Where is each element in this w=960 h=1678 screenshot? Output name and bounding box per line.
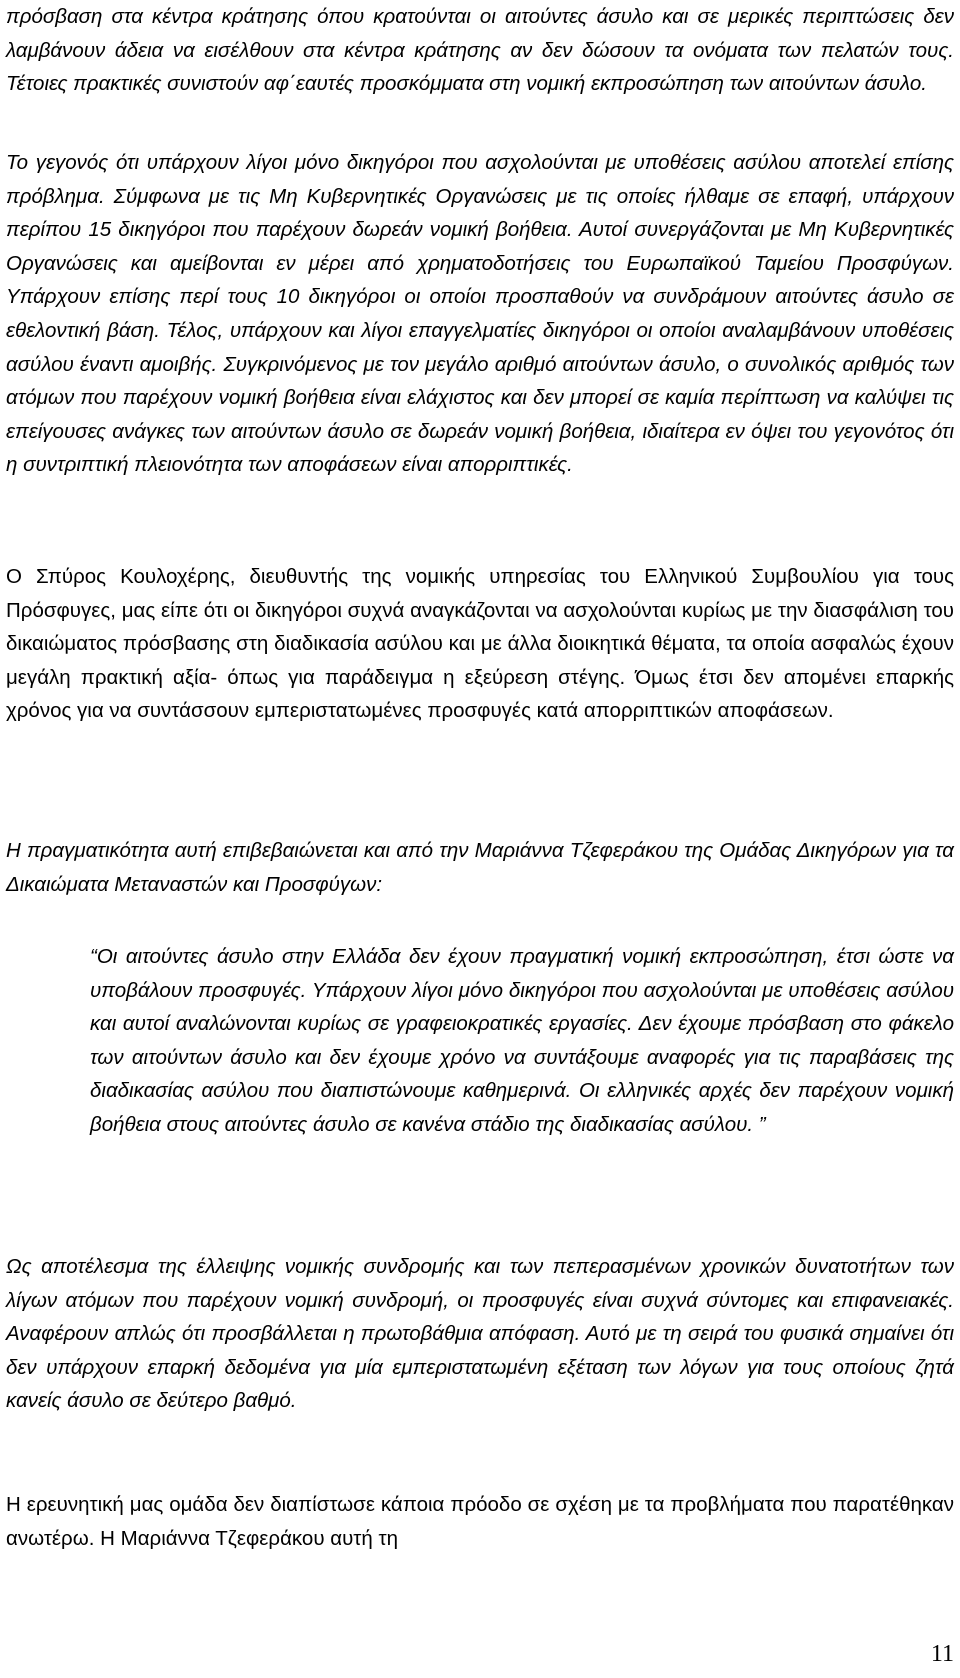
quote-text: “Οι αιτούντες άσυλο στην Ελλάδα δεν έχουν πραγματική νομική εκπροσώπηση, έτσι ώστε να υποβάλουν προσφυγές. Υπάρχουν λίγοι μόνο δικηγόροι που ασχολούνται με υποθέσεις ασύλου και αυτοί αναλώνονται κυρίως σε γραφειοκρατικές εργασίες. Δεν έχουμε πρόσβαση στο φάκελο των αιτούντων άσυλο και δεν έχουμε χρόνο να συντάξουμε αναφορές για τις παραβάσεις της διαδικασίας ασύλου που διαπιστώνουμε καθημερινά. Οι ελληνικές αρχές δεν παρέχουν νομική βοήθεια στους αιτούντες άσυλο σε κανένα στάδιο της διαδικασίας ασύλου. ”	[90, 945, 954, 1136]
paragraph-text-funding: Αυτοί συνεργάζονται με Μη Κυβερνητικές Οργανώσεις και αμείβονται εν μέρει από χρηματοδοτήσεις του Ευρωπαϊκού Ταμείου Προσφύγων.	[6, 218, 954, 275]
paragraph-few-lawyers	[6, 146, 954, 482]
paragraph-text-conclusion: Συγκρινόμενος με τον μεγάλο αριθμό αιτούντων άσυλο, ο συνολικός αριθμός των ατόμων που παρέχουν νομική βοήθεια είναι ελάχιστος και δεν μπορεί σε καμία περίπτωση να καλύψει τις επείγουσες ανάγκες των αιτούντων άσυλο σε δωρεάν νομική βοήθεια, ιδιαίτερα εν όψει του γεγονότος ότι η συντριπτική πλειονότητα των αποφάσεων είναι απορριπτικές.	[6, 352, 954, 477]
paragraph-text: Η ερευνητική μας ομάδα δεν διαπίστωσε κάποια πρόοδο σε σχέση με τα προβλήματα που παρατέθηκαν ανωτέρω. Η Μαριάννα Τζεφεράκου αυτή τη	[6, 1493, 954, 1550]
paragraph-detention-access	[6, 0, 954, 101]
page-number: 11	[930, 1641, 954, 1667]
paragraph-koulocheris	[6, 560, 954, 728]
paragraph-text: Ως αποτέλεσμα της έλλειψης νομικής συνδρομής και των πεπερασμένων χρονικών δυνατοτήτων των λίγων ατόμων που παρέχουν νομική συνδρομή, οι προσφυγές είναι συχνά σύντομες και επιφανειακές. Αναφέρουν απλώς ότι προσβάλλεται η πρωτοβάθμια απόφαση. Αυτό με τη σειρά του φυσικά σημαίνει ότι δεν υπάρχουν επαρκή δεδομένα για μία εμπεριστατωμένη εξέταση των λόγων για τους οποίους ζητά κανείς άσυλο σε δεύτερο βαθμό.	[6, 1255, 954, 1413]
block-quote	[90, 940, 954, 1142]
paragraph-text: Ο Σπύρος Κουλοχέρης, διευθυντής της νομικής υπηρεσίας του Ελληνικού Συμβουλίου για τους Πρόσφυγες, μας είπε ότι οι δικηγόροι συχνά αναγκάζονται να ασχολούνται κυρίως με την διασφάλιση του δικαιώματος πρόσβασης στη διαδικασία ασύλου και με άλλα διοικητικά θέματα, τα οποία ασφαλώς έχουν μεγάλη πρακτική αξία- όπως για παράδειγμα η εξεύρεση στέγης. Όμως έτσι δεν απομένει επαρκής χρόνος για να συντάσσουν εμπεριστατωμένες προσφυγές κατά απορριπτικών αποφάσεων.	[6, 565, 954, 723]
paragraph-research-team	[6, 1488, 954, 1555]
paragraph-text-ngo: Σύμφωνα με τις Μη Κυβερνητικές Οργανώσεις με τις οποίες ήλθαμε σε επαφή, υπάρχουν περίπου 15 δικηγόροι που παρέχουν δωρεάν νομική βοήθεια.	[6, 184, 954, 242]
paragraph-text: Η πραγματικότητα αυτή επιβεβαιώνεται και από την Μαριάννα Τζεφεράκου της Ομάδας Δικηγόρων για τα Δικαιώματα Μεταναστών και Προσφύγων:	[6, 839, 954, 896]
paragraph-text-volunteers: Υπάρχουν επίσης περί τους 10 δικηγόροι οι οποίοι προσπαθούν να συνδράμουν αιτούντες άσυλο σε εθελοντική βάση. Τέλος, υπάρχουν και λίγοι επαγγελματίες δικηγόροι οι οποίοι αναλαμβάνουν υποθέσεις ασύλου έναντι αμοιβής.	[6, 285, 954, 376]
paragraph-text-intro: Το γεγονός ότι υπάρχουν λίγοι μόνο δικηγόροι που ασχολούνται με υποθέσεις ασύλου αποτελεί επίσης πρόβλημα.	[6, 151, 954, 208]
paragraph-text: πρόσβαση στα κέντρα κράτησης όπου κρατούνται οι αιτούντες άσυλο και σε μερικές περιπτώσεις δεν λαμβάνουν άδεια να εισέλθουν στα κέντρα κράτησης αν δεν δώσουν τα ονόματα των πελατών τους. Τέτοιες πρακτικές συνιστούν αφ΄εαυτές προσκόμματα στη νομική εκπροσώπηση των αιτούντων άσυλο.	[6, 5, 954, 96]
paragraph-consequences	[6, 1250, 954, 1418]
paragraph-tzeferakou-intro	[6, 834, 954, 901]
